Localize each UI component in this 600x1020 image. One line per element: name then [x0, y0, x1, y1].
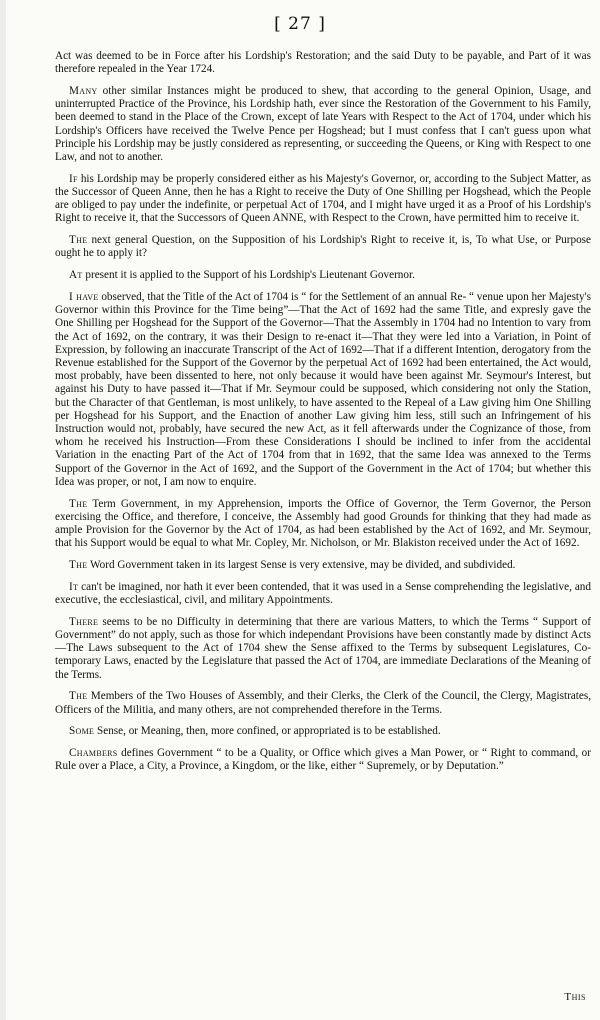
- paragraph-1: [55, 50, 591, 76]
- paragraph-text: Members of the Two Houses of Assembly, and their Clerks, the Clerk of the Council, the Clergy, Magistrates, Officers of the Militia, and many others, are not comprehended therefore in the Terms.: [55, 690, 591, 716]
- paragraph-2: [55, 85, 591, 164]
- paragraph-11: [55, 690, 591, 716]
- paragraph-lead: Many: [69, 85, 98, 97]
- paragraph-lead: Some: [69, 725, 95, 738]
- paragraph-4: [55, 234, 591, 260]
- paragraph-8: [55, 559, 591, 572]
- paragraph-13: [55, 747, 591, 773]
- catchword: This: [564, 991, 586, 1003]
- paragraph-6: [55, 291, 591, 489]
- paragraph-text: Sense, or Meaning, then, more confined, or appropriated is to be established.: [94, 725, 441, 738]
- paragraph-lead: The: [69, 497, 88, 510]
- paragraph-lead: It: [69, 580, 79, 593]
- paragraph-text: next general Question, on the Supposition of his Lordship's Right to receive it, is, To what Use, or Purpose ought he to apply it?: [55, 234, 591, 260]
- paragraph-lead: I have: [69, 291, 99, 304]
- paragraph-text: defines Government “ to be a Quality, or Office which gives a Man Power, or “ Right to command, or Rule over a Place, a City, a Province, a Kingdom, or the like, either “ Supremely, or by Deputation.”: [55, 747, 591, 773]
- paragraph-3: [55, 173, 591, 226]
- paragraph-text: his Lordship may be properly considered either as his Majesty's Governor, or, according to the Subject Matter, as the Successor of Queen Anne, then he has a Right to receive the Duty of One Shilling per Hogshead, which the People are obliged to pay under the indefinite, or perpetual Act of 1704, and I might have urged it as a Proof of his Lordship's Right to receive it, that the Successors of Queen ANNE, with Respect to the Crown, have permitted him to receive it.: [55, 172, 591, 225]
- paragraph-lead: The: [69, 559, 88, 572]
- paragraph-9: [55, 581, 591, 607]
- paragraph-text: Act was deemed to be in Force after his Lordship's Restoration; and the said Duty to be payable, and Part of it was therefore repealed in the Year 1724.: [55, 50, 591, 76]
- paragraph-text: present it is applied to the Support of his Lordship's Lieutenant Governor.: [82, 269, 415, 282]
- paragraph-text: can't be imagined, nor hath it ever been contended, that it was used in a Sense comprehending the legislative, and executive, the ecclesiastical, civil, and military Appointments.: [55, 580, 591, 607]
- paragraph-text: other similar Instances might be produced to shew, that according to the general Opinion, Usage, and uninterrupted Practice of the Province, his Lordship hath, ever since the Restoration of the Government to his Family, been deemed to stand in the Place of the Crown, except of late Years with Respect to the Act of 1704, under which his Lordship's Officers have received the Twelve Pence per Hogshead; but I must confess that I can't guess upon what Principle his Lordship may be justly considered as representing, or succeeding the Queens, or King with Respect to one Law, and not to another.: [55, 85, 591, 164]
- paragraph-text: Term Government, in my Apprehension, imports the Office of Governor, the Term Governor, the Person exercising the Office, and therefore, I conceive, the Assembly had good Grounds for thinking that they had made as ample Provision for the Governor by the Act of 1704, as had been established by the Act of 1692, and Mr. Seymour, that his Support would be equal to what Mr. Copley, Mr. Nicholson, or Mr. Blakiston received under the Act of 1692.: [55, 497, 591, 550]
- body-text: [55, 50, 591, 782]
- paragraph-lead: If: [69, 172, 78, 185]
- paragraph-lead: The: [69, 690, 88, 703]
- page-number: [ 27 ]: [274, 14, 326, 34]
- page-edge-shadow: [0, 0, 6, 1020]
- paragraph-text: Word Government taken in its largest Sense is very extensive, may be divided, and subdivided.: [87, 559, 516, 572]
- paragraph-text: observed, that the Title of the Act of 1704 is “ for the Settlement of an annual Re- “ venue upon her Majesty's Governor within this Province for the Time being”—That the Act of 1692 had the same Title, and expresly gave the One Shilling per Hogshead for the Support of the Governor—That the Assembly in 1704 had no Intention to vary from the Act of 1692, on the contrary, it was their Design to re-enact it—That they were led into a Variation, in Point of Expression, by following an inaccurate Transcript of the Act of 1692—That if a different Intention, derogatory from the Revenue established for the Support of the Governor by the perpetual Act of 1692 had been entertained, the Act would, most probably, have been dissented to here, not only because it would have been against Mr. Seymour's Interest, but against his Duty to have passed it—That if Mr. Seymour could be supposed, which considering not only the Station, but the Character of that Gentleman, is most unlikely, to have assented to the Repeal of a Law giving him One Shilling per Hogshead for his Support, and the Enaction of another Law giving him less, still such an Infringement of his Instruction would not, probably, have secured the new Act, as it fell afterwards under the Cognizance of those, from whom he received his Instruction—From these Considerations I should be inclined to infer from the accidental Variation in the enacting Part of the Act of 1704 from that in 1692, that the same Idea was annexed to the Terms Support of the Governor in the Act of 1692, and the Support of the Government in the Act of 1704; but whether this Idea was proper, or not, I am now to enquire.: [55, 291, 591, 488]
- paragraph-10: [55, 616, 591, 682]
- paragraph-lead: The: [69, 234, 88, 247]
- paragraph-12: [55, 725, 591, 738]
- paragraph-lead: Chambers: [69, 747, 118, 760]
- paragraph-lead: There: [69, 615, 99, 628]
- paragraph-5: [55, 269, 591, 282]
- paragraph-lead: At: [69, 269, 83, 282]
- paragraph-7: [55, 498, 591, 551]
- paragraph-text: seems to be no Difficulty in determining that there are various Matters, to which the Terms “ Support of Government” do not apply, such as those for which independant Provisions have been constantly made by distinct Acts—The Laws subsequent to the Act of 1704 shew the Sense affixed to the Terms by subsequent Legislatures, Co-temporary Laws, enacted by the Legislature that passed the Act of 1704, are immediate Declarations of the Meaning of the Terms.: [55, 615, 591, 681]
